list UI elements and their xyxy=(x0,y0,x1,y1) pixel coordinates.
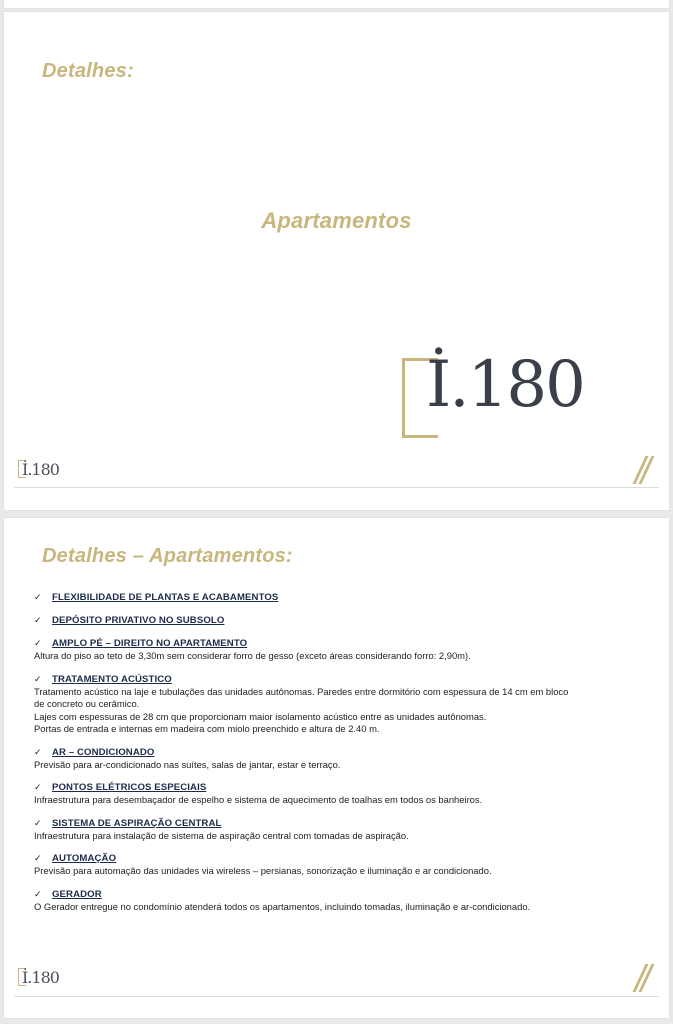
check-icon: ✓ xyxy=(34,593,42,603)
list-item-label: GERADOR xyxy=(52,888,102,900)
list-item-description: Previsão para automação das unidades via wireless – persianas, sonorização e iluminação e ar condicionado. xyxy=(34,865,492,876)
list-item-heading xyxy=(34,853,634,865)
list-item-heading xyxy=(34,592,634,604)
list-item-heading xyxy=(34,638,634,650)
list-item-description: de concreto ou cerâmico. xyxy=(34,698,140,709)
list-item-heading xyxy=(34,782,634,794)
list-item xyxy=(34,674,634,736)
footer-divider xyxy=(14,996,659,997)
list-item-description: Infraestrutura para desembaçador de espelho e sistema de aquecimento de toalhas em todos os banheiros. xyxy=(34,794,483,805)
check-icon: ✓ xyxy=(34,747,42,758)
list-item xyxy=(34,747,634,772)
previous-slide-edge xyxy=(4,0,669,8)
list-item-heading xyxy=(34,615,634,627)
check-icon: ✓ xyxy=(34,889,42,900)
list-item-description: Altura do piso ao teto de 3,30m sem considerar forro de gesso (exceto áreas considerando forro: 2,90m). xyxy=(34,650,471,661)
list-item xyxy=(34,782,634,807)
list-item xyxy=(34,615,634,627)
footer-logo xyxy=(18,968,59,987)
check-icon: ✓ xyxy=(34,639,42,649)
footer-logo-text: İ.180 xyxy=(22,968,59,987)
footer-logo xyxy=(18,460,59,479)
list-item-description: Tratamento acústico na laje e tubulações das unidades autônomas. Paredes entre dormitório com espessura de 14 cm em bloco xyxy=(34,685,569,697)
check-icon: ✓ xyxy=(34,783,42,793)
slide-subheading: Apartamentos xyxy=(261,208,412,233)
list-item-description: Infraestrutura para instalação de sistema de aspiração central com tomadas de aspiração. xyxy=(34,829,409,841)
list-item-description: Previsão para ar-condicionado nas suítes, salas de jantar, estar e terraço. xyxy=(34,758,341,770)
slide-heading: Detalhes: xyxy=(42,60,134,82)
list-item-label: TRATAMENTO ACÚSTICO xyxy=(52,673,172,685)
footer-logo-text: İ.180 xyxy=(22,460,59,479)
list-item-description: Portas de entrada e internas em madeira com miolo preenchido e altura de 2.40 m. xyxy=(34,723,380,734)
check-icon: ✓ xyxy=(34,818,42,829)
list-item-label: AR – CONDICIONADO xyxy=(52,746,155,758)
list-item-heading xyxy=(34,889,634,901)
double-slash-icon xyxy=(635,964,655,992)
list-item-heading xyxy=(34,747,634,759)
check-icon: ✓ xyxy=(34,674,42,685)
slide-title xyxy=(4,12,669,510)
list-item-label: SISTEMA DE ASPIRAÇÃO CENTRAL xyxy=(52,817,222,829)
list-item xyxy=(34,853,634,878)
list-item-description: Lajes com espessuras de 28 cm que proporcionam maior isolamento acústico entre as unidades autônomas. xyxy=(34,710,487,722)
logo-text: İ.180 xyxy=(426,348,584,422)
list-item-label: PONTOS ELÉTRICOS ESPECIAIS xyxy=(52,782,207,793)
slide-details xyxy=(4,518,669,1018)
list-item-heading xyxy=(34,674,634,686)
brand-logo xyxy=(402,348,622,444)
check-icon: ✓ xyxy=(34,854,42,864)
slide-heading: Detalhes – Apartamentos: xyxy=(42,545,293,567)
list-item-label: FLEXIBILIDADE DE PLANTAS E ACABAMENTOS xyxy=(52,592,279,603)
list-item-heading xyxy=(34,818,634,830)
check-icon: ✓ xyxy=(34,616,42,626)
list-item-label: AMPLO PÉ – DIREITO NO APARTAMENTO xyxy=(52,638,248,649)
footer-divider xyxy=(14,487,659,488)
double-slash-icon xyxy=(635,456,655,484)
list-item-label: AUTOMAÇÃO xyxy=(52,853,117,864)
feature-list xyxy=(34,592,634,924)
list-item-description: O Gerador entregue no condomínio atenderá todos os apartamentos, incluindo tomadas, iluminação e ar-condicionado. xyxy=(34,900,531,912)
list-item-label: DEPÓSITO PRIVATIVO NO SUBSOLO xyxy=(52,615,225,626)
list-item xyxy=(34,818,634,843)
list-item xyxy=(34,638,634,663)
list-item xyxy=(34,592,634,604)
list-item xyxy=(34,889,634,914)
